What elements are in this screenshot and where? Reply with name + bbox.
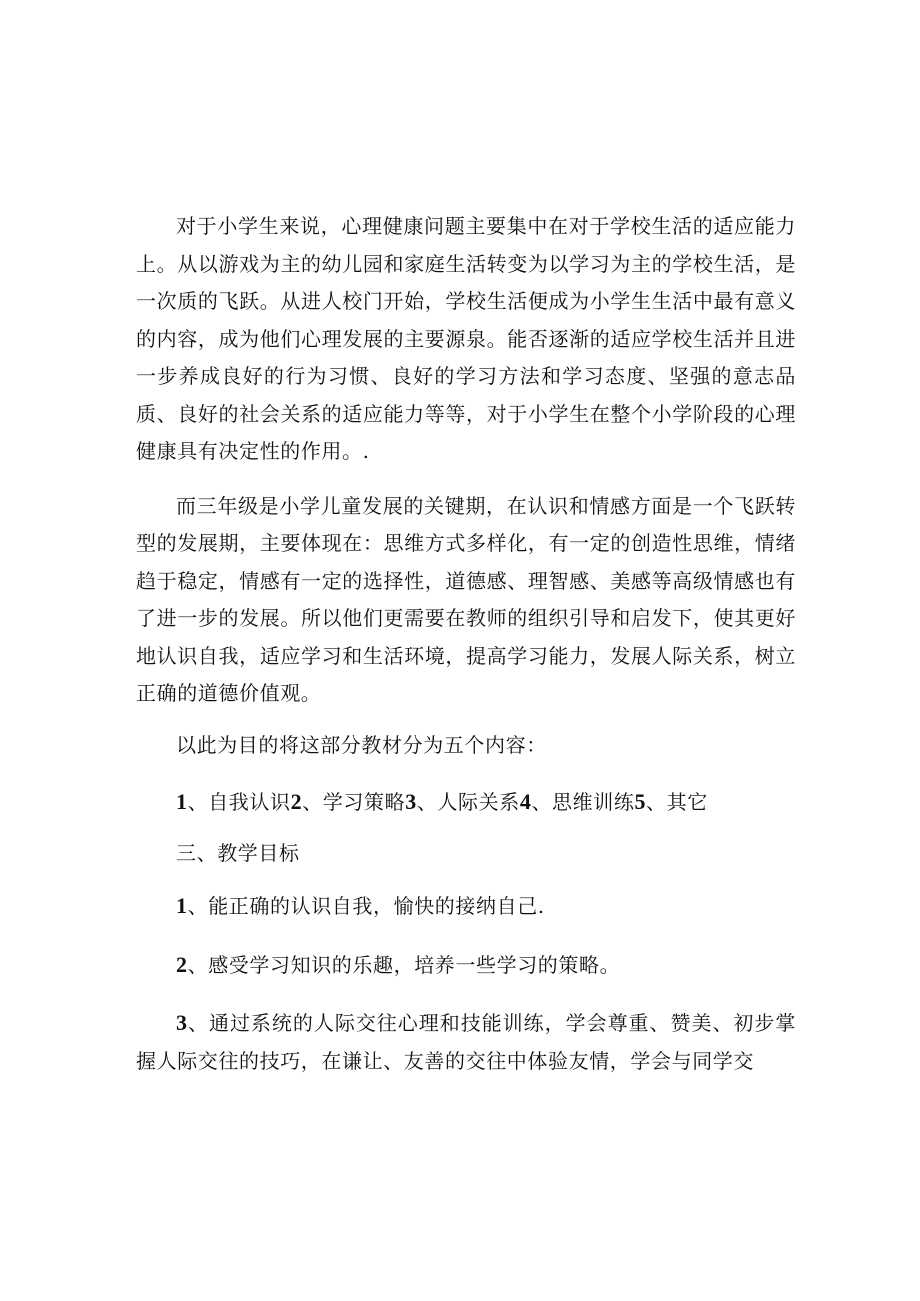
list-item-text: 、人际关系	[416, 790, 520, 814]
list-number: 2	[290, 789, 303, 814]
goal-text: 、通过系统的人际交往心理和技能训练，学会尊重、赞美、初步掌握人际交往的技巧，在谦让、友善的交往中体验友情，学会与同学交	[136, 1011, 796, 1073]
list-number: 3	[405, 789, 417, 814]
list-number: 4	[519, 789, 532, 814]
section-heading: 三、教学目标	[176, 840, 300, 865]
list-item-text: 、其它	[646, 790, 708, 814]
list-item-text: 、学习策略	[302, 790, 406, 814]
document-body	[136, 208, 796, 1080]
list-number: 2	[176, 951, 188, 977]
paragraph-adaptation: 对于小学生来说，心理健康问题主要集中在对于学校生活的适应能力上。从以游戏为主的幼儿园和家庭生活转变为以学习为主的学校生活，是一次质的飞跃。从进人校门开始，学校生活便成为小学生生活中最有意义的内容，成为他们心理发展的主要源泉。能否逐渐的适应学校生活并且进一步养成良好的行为习惯、良好的学习方法和学习态度、坚强的意志品质、良好的社会关系的适应能力等等，对于小学生在整个小学阶段的心理健康具有决定性的作用。.	[136, 214, 796, 463]
list-number: 1	[176, 893, 188, 918]
contents-list-line	[136, 783, 796, 822]
list-number: 5	[634, 789, 647, 814]
paragraph-purpose: 以此为目的将这部分教材分为五个内容：	[176, 732, 547, 757]
goal-item-2	[136, 946, 796, 985]
list-number: 1	[176, 789, 188, 814]
goal-item-1	[136, 887, 796, 926]
list-item-text: 、思维训练	[531, 790, 635, 814]
goal-item-3	[136, 1004, 796, 1080]
paragraph-grade-three: 而三年级是小学儿童发展的关键期，在认识和情感方面是一个飞跃转型的发展期，主要体现在：思维方式多样化，有一定的创造性思维，情绪趋于稳定，情感有一定的选择性，道德感、理智感、美感等高级情感也有了进一步的发展。所以他们更需要在教师的组织引导和启发下，使其更好地认识自我，适应学习和生活环境，提高学习能力，发展人际关系，树立正确的道德价值观。	[136, 493, 796, 705]
goal-text: 、能正确的认识自我，愉快的接纳自己.	[187, 894, 545, 918]
list-number: 3	[176, 1010, 188, 1035]
goal-text: 、感受学习知识的乐趣，培养一些学习的策略。	[187, 952, 621, 977]
list-item-text: 、自我认识	[187, 790, 291, 814]
